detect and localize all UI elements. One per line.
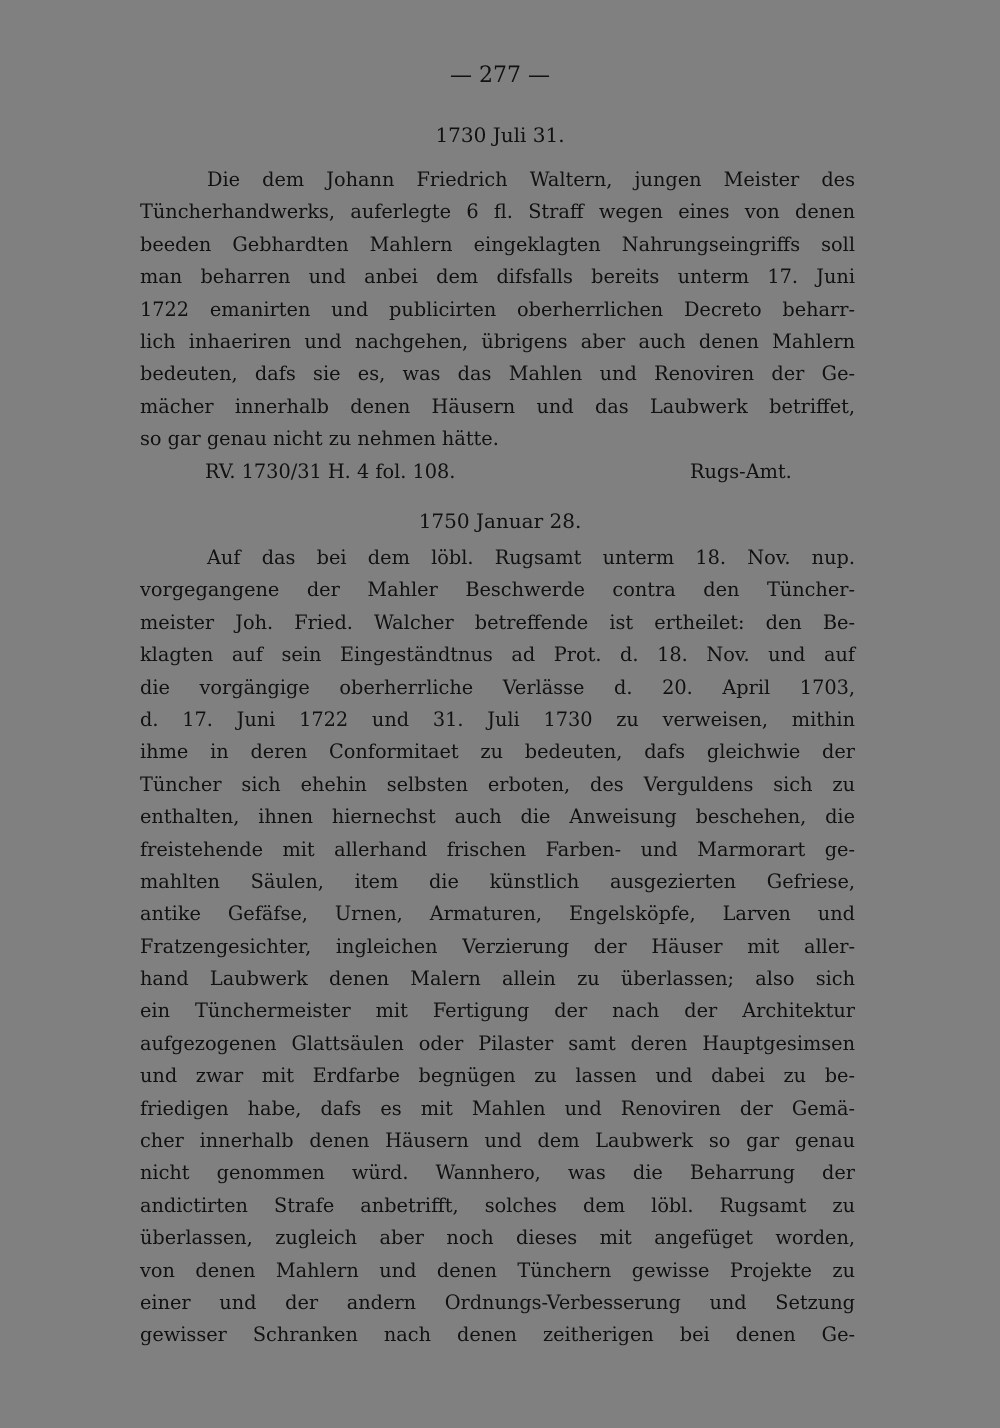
- text-line: die vorgängige oberherrliche Verlässe d. 20. April 1703,: [140, 675, 855, 699]
- text-line: friedigen habe, dafs es mit Mahlen und Renoviren der Gemä-: [140, 1096, 855, 1120]
- source-reference: RV. 1730/31 H. 4 fol. 108.: [205, 460, 456, 483]
- entry-text-1750: [140, 542, 855, 1352]
- text-line: Fratzengesichter, ingleichen Verzierung der Häuser mit aller-: [140, 934, 855, 958]
- text-line: so gar genau nicht zu nehmen hätte.: [140, 427, 499, 451]
- text-line: d. 17. Juni 1722 und 31. Juli 1730 zu verweisen, mithin: [140, 707, 855, 731]
- text-line: Tüncher sich ehehin selbsten erboten, des Verguldens sich zu: [140, 772, 855, 796]
- text-line: einer und der andern Ordnungs-Verbesserung und Setzung: [140, 1290, 855, 1314]
- text-line: andictirten Strafe anbetrifft, solches dem löbl. Rugsamt zu: [140, 1193, 855, 1217]
- text-line: klagten auf sein Eingeständtnus ad Prot. d. 18. Nov. und auf: [140, 643, 855, 667]
- text-line: gewisser Schranken nach denen zeitherigen bei denen Ge-: [140, 1323, 855, 1347]
- text-line: meister Joh. Fried. Walcher betreffende ist ertheilet: den Be-: [140, 610, 855, 634]
- text-line: cher innerhalb denen Häusern und dem Laubwerk so gar genau: [140, 1129, 855, 1153]
- text-line: man beharren und anbei dem difsfalls bereits unterm 17. Juni: [140, 265, 855, 289]
- page-number: — 277 —: [450, 63, 550, 88]
- text-line: überlassen, zugleich aber noch dieses mit angefüget worden,: [140, 1226, 855, 1250]
- source-office: Rugs-Amt.: [690, 460, 792, 483]
- text-line: beeden Gebhardten Mahlern eingeklagten Nahrungseingriffs soll: [140, 232, 855, 256]
- text-line: Die dem Johann Friedrich Waltern, jungen Meister des: [207, 168, 855, 191]
- text-line: antike Gefäfse, Urnen, Armaturen, Engelsköpfe, Larven und: [140, 902, 855, 926]
- text-line: enthalten, ihnen hiernechst auch die Anweisung beschehen, die: [140, 805, 855, 829]
- text-line: ihme in deren Conformitaet zu bedeuten, dafs gleichwie der: [140, 740, 855, 764]
- entry-text-1730: [140, 164, 855, 456]
- text-line: bedeuten, dafs sie es, was das Mahlen und Renoviren der Ge-: [140, 362, 855, 386]
- text-line: hand Laubwerk denen Malern allein zu überlassen; also sich: [140, 967, 855, 991]
- text-line: mahlten Säulen, item die künstlich ausgezierten Gefriese,: [140, 869, 855, 893]
- text-line: 1722 emanirten und publicirten oberherrlichen Decreto beharr-: [140, 297, 855, 321]
- entry-date-1750: 1750 Januar 28.: [418, 509, 582, 533]
- text-line: Tüncherhandwerks, auferlegte 6 fl. Straff wegen eines von denen: [140, 200, 855, 224]
- text-line: ein Tünchermeister mit Fertigung der nach der Architektur: [140, 999, 855, 1023]
- entry-date-1730: 1730 Juli 31.: [435, 123, 565, 147]
- text-line: mächer innerhalb denen Häusern und das Laubwerk betriffet,: [140, 394, 855, 418]
- text-line: freistehende mit allerhand frischen Farben- und Marmorart ge-: [140, 837, 855, 861]
- text-line: nicht genommen würd. Wannhero, was die Beharrung der: [140, 1161, 855, 1185]
- text-line: und zwar mit Erdfarbe begnügen zu lassen und dabei zu be-: [140, 1064, 855, 1088]
- text-line: lich inhaeriren und nachgehen, übrigens aber auch denen Mahlern: [140, 329, 855, 353]
- text-line: aufgezogenen Glattsäulen oder Pilaster samt deren Hauptgesimsen: [140, 1031, 855, 1055]
- text-line: von denen Mahlern und denen Tünchern gewisse Projekte zu: [140, 1258, 855, 1282]
- text-line: Auf das bei dem löbl. Rugsamt unterm 18. Nov. nup.: [207, 546, 855, 569]
- text-line: vorgegangene der Mahler Beschwerde contra den Tüncher-: [140, 578, 855, 602]
